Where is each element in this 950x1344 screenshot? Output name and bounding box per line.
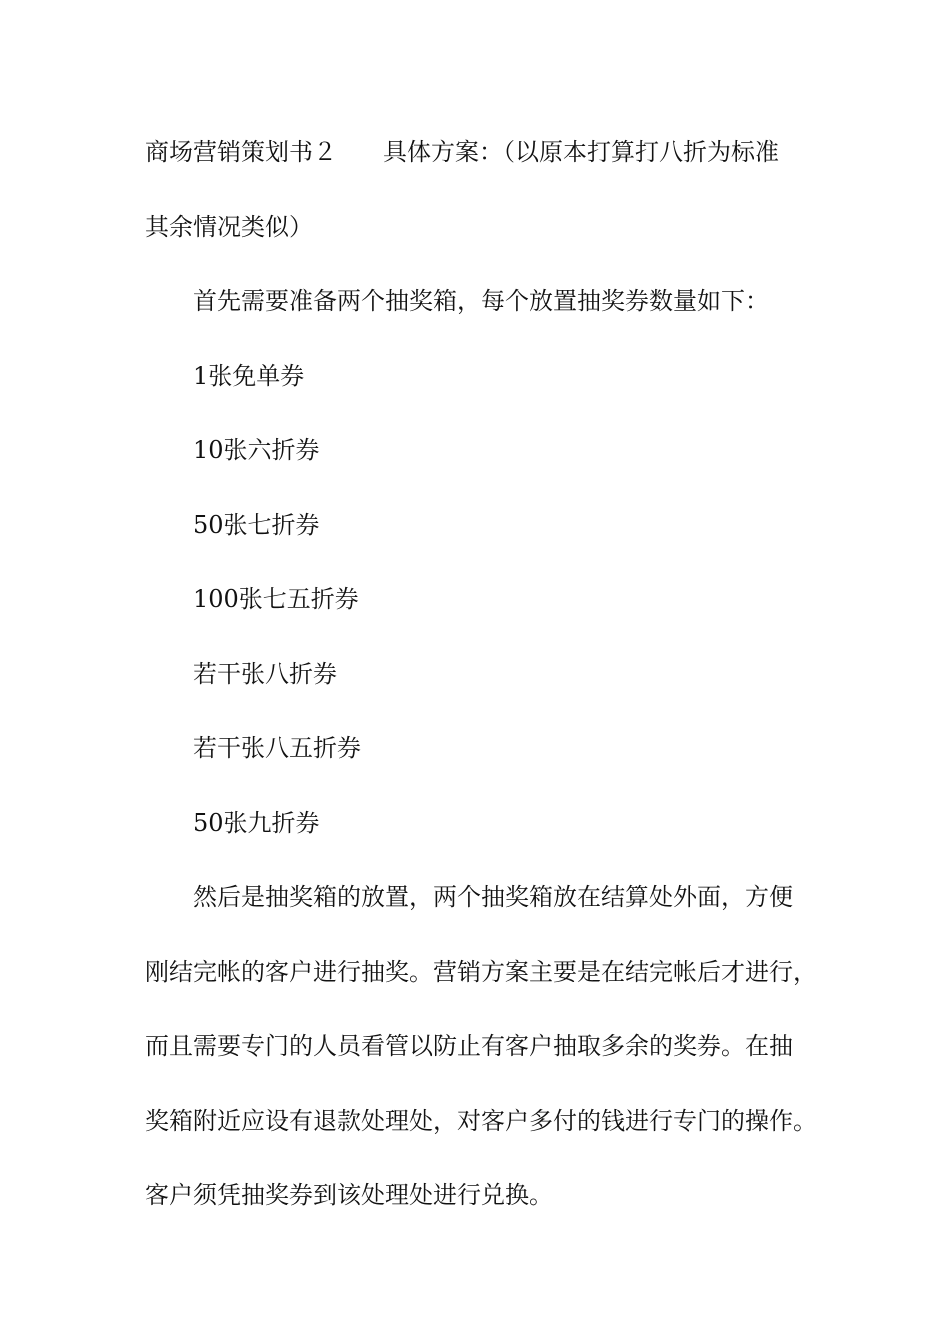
paragraph-line: 而且需要专门的人员看管以防止有客户抽取多余的奖券。在抽	[145, 1032, 793, 1060]
title-line	[145, 127, 825, 202]
coupon-list-item: 50张七折券	[193, 510, 320, 539]
plan-intro: 具体方案：（以原本打算打八折为标准	[383, 138, 779, 166]
paragraph-line: 然后是抽奖箱的放置，两个抽奖箱放在结算处外面，方便	[193, 883, 793, 911]
document-body	[145, 127, 825, 1245]
paragraph-line: 其余情况类似）	[145, 212, 313, 241]
coupon-list-item: 50张九折券	[193, 808, 320, 837]
coupon-list-item: 若干张八折券	[193, 659, 337, 688]
coupon-list-item: 若干张八五折券	[193, 734, 361, 762]
paragraph-line: 刚结完帐的客户进行抽奖。营销方案主要是在结完帐后才进行，	[145, 957, 817, 986]
document-title: 商场营销策划书２	[145, 138, 337, 166]
paragraph-line: 客户须凭抽奖券到该处理处进行兑换。	[145, 1181, 553, 1209]
coupon-list-item: 100张七五折券	[193, 585, 359, 613]
coupon-list-item: 10张六折券	[193, 436, 320, 464]
paragraph-line: 奖箱附近应设有退款处理处，对客户多付的钱进行专门的操作。	[145, 1106, 817, 1135]
paragraph-line: 首先需要准备两个抽奖箱，每个放置抽奖券数量如下：	[193, 287, 769, 315]
coupon-list-item: 1张免单券	[193, 361, 305, 390]
